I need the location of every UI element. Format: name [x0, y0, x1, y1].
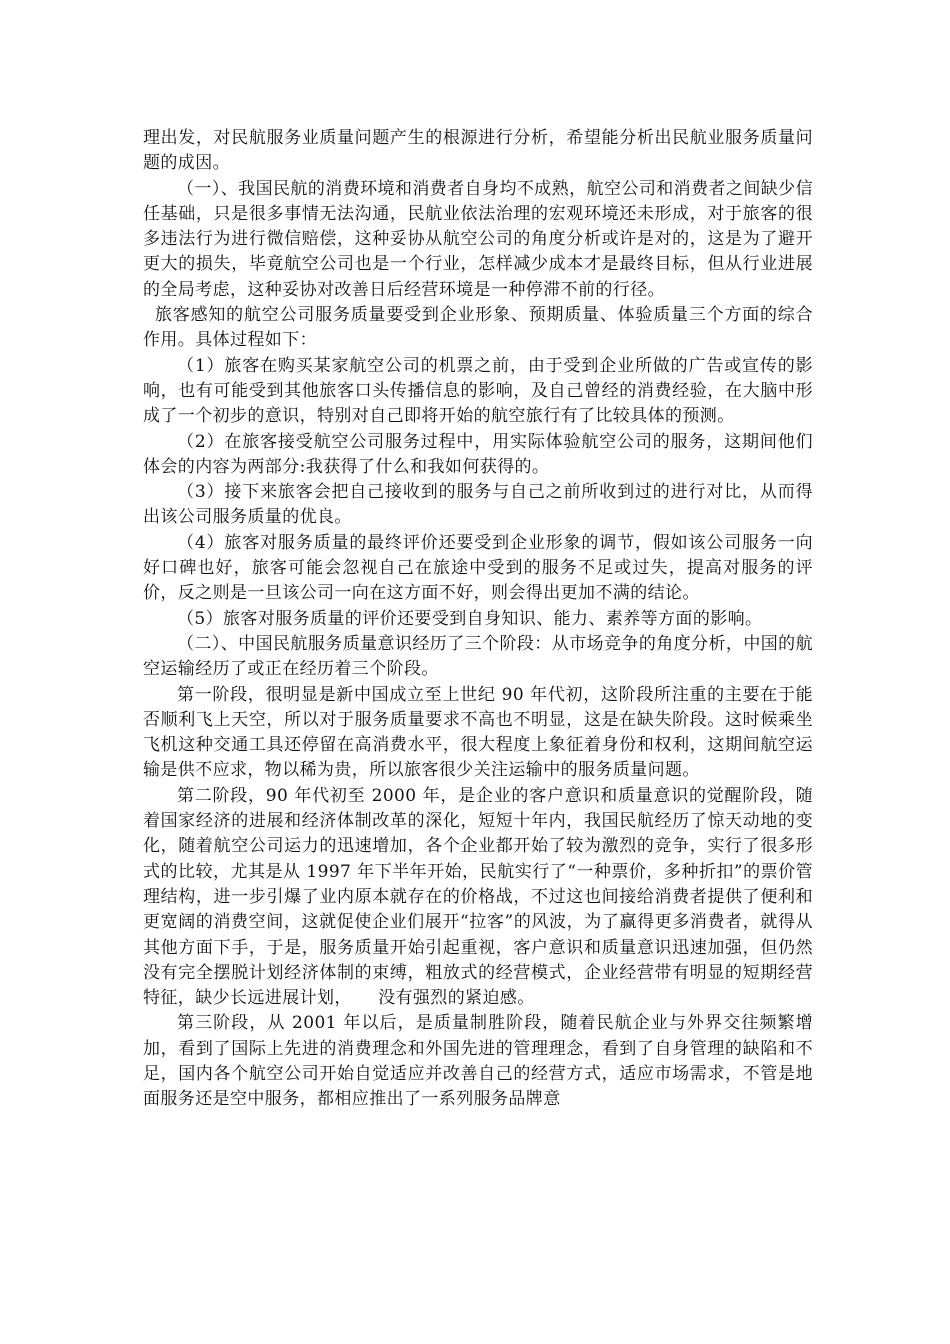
paragraph-item-2: （2）在旅客接受航空公司服务过程中，用实际体验航空公司的服务，这期间他们体会的内容为两部分:我获得了什么和我如何获得的。	[143, 431, 813, 477]
paragraph-item-4: （4）旅客对服务质量的最终评价还要受到企业形象的调节，假如该公司服务一向好口碑也好，旅客可能会忽视自己在旅途中受到的服务不足或过失，提高对服务的评价，反之则是一旦该公司一向在这方面不好，则会得出更加不满的结论。	[143, 532, 813, 604]
paragraph-item-1: （1）旅客在购买某家航空公司的机票之前，由于受到企业所做的广告或宣传的影响，也有可能受到其他旅客口头传播信息的影响，及自己曾经的消费经验，在大脑中形成了一个初步的意识，特别对自己即将开始的航空旅行有了比较具体的预测。	[143, 355, 813, 427]
paragraph-section-one: （一）、我国民航的消费环境和消费者自身均不成熟，航空公司和消费者之间缺少信任基础，只是很多事情无法沟通，民航业依法治理的宏观环境还未形成，对于旅客的很多违法行为进行微信赔偿，这种妥协从航空公司的角度分析或许是对的，这是为了避开更大的损失，毕竟航空公司也是一个行业，怎样减少成本才是最终目标，但从行业进展的全局考虑，这种妥协对改善日后经营环境是一种停滞不前的行径。	[143, 178, 813, 300]
paragraph-stage-two: 第二阶段，90 年代初至 2000 年，是企业的客户意识和质量意识的觉醒阶段，随着国家经济的进展和经济体制改革的深化，短短十年内，我国民航经历了惊天动地的变化，随着航空公司运力的迅速增加，各个企业都开始了较为激烈的竞争，实行了很多形式的比较，尤其是从 1997 年下半年开始，民航实行了“一种票价，多种折扣”的票价管理结构，进一步引爆了业内原本就存在的价格战，不过这也间接给消费者提供了便利和更宽阔的消费空间，这就促使企业们展开“拉客”的风波，为了赢得更多消费者，就得从其他方面下手，于是，服务质量开始引起重视，客户意识和质量意识迅速加强，但仍然没有完全摆脱计划经济体制的束缚，粗放式的经营模式，企业经营带有明显的短期经营特征，缺少长远进展计划， 没有强烈的紧迫感。	[143, 785, 813, 1009]
paragraph-perception-intro: 旅客感知的航空公司服务质量要受到企业形象、预期质量、体验质量三个方面的综合作用。具体过程如下：	[143, 305, 813, 351]
paragraph-stage-one: 第一阶段，很明显是新中国成立至上世纪 90 年代初，这阶段所注重的主要在于能否顺利飞上天空，所以对于服务质量要求不高也不明显，这是在缺失阶段。这时候乘坐飞机这种交通工具还停留在高消费水平，很大程度上象征着身份和权利，这期间航空运输是供不应求，物以稀为贵，所以旅客很少关注运输中的服务质量问题。	[143, 684, 813, 781]
paragraph-item-5: （5）旅客对服务质量的评价还要受到自身知识、能力、素养等方面的影响。	[177, 608, 763, 629]
paragraph-item-3: （3）接下来旅客会把自己接收到的服务与自己之前所收到过的进行对比，从而得出该公司服务质量的优良。	[143, 482, 813, 528]
paragraph-stage-three: 第三阶段，从 2001 年以后，是质量制胜阶段，随着民航企业与外界交往频繁增加，看到了国际上先进的消费理念和外国先进的管理理念，看到了自身管理的缺陷和不足，国内各个航空公司开始自觉适应并改善自己的经营方式，适应市场需求，不管是地面服务还是空中服务，都相应推出了一系列服务品牌意	[143, 1013, 813, 1110]
paragraph-continuation: 理出发，对民航服务业质量问题产生的根源进行分析，希望能分析出民航业服务质量问题的成因。	[143, 128, 813, 174]
paragraph-section-two: （二）、中国民航服务质量意识经历了三个阶段：从市场竞争的角度分析，中国的航空运输经历了或正在经历着三个阶段。	[143, 633, 813, 680]
document-body	[143, 126, 813, 1113]
